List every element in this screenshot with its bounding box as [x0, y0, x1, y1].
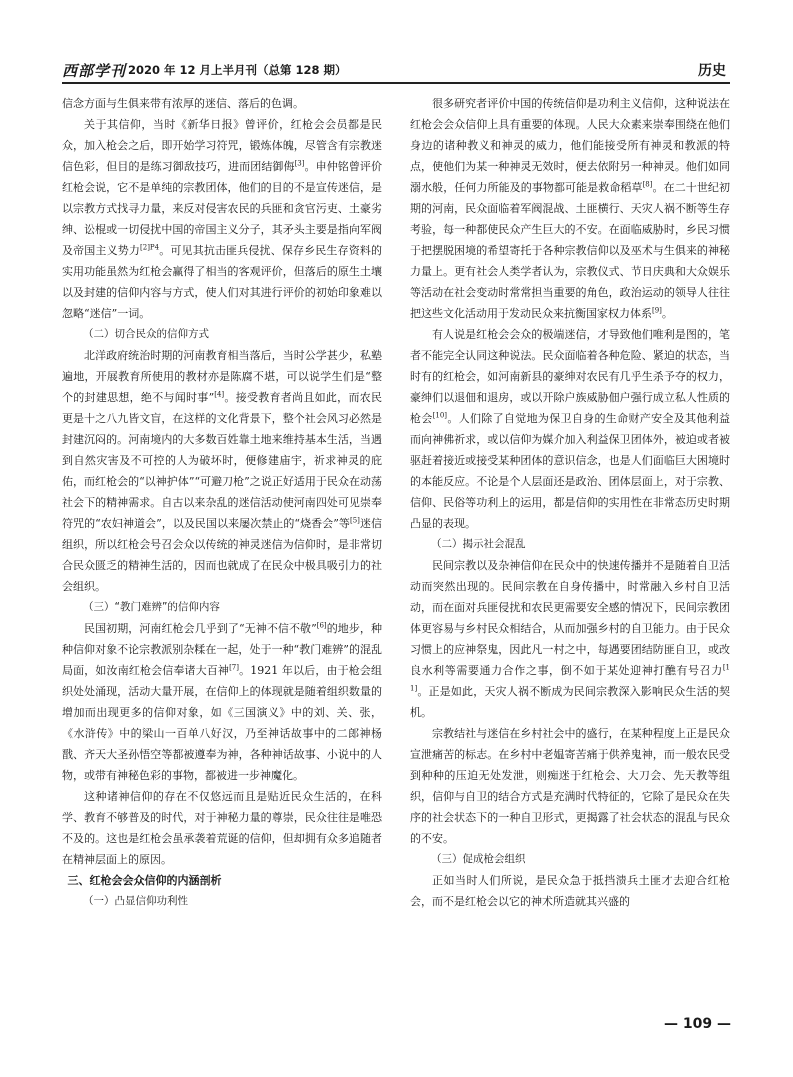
citation-marker: [11]	[410, 663, 730, 693]
text-run: 。在二十世纪初期的河南，民众面临着军阀混战、土匪横行、天灾人祸不断等生存考验，每一种都使民众产生巨大的不安。在面临威胁时，乡民习惯于把摆脱困境的希望寄托于各种宗教信仰以及巫术与生俱来的神秘力量上。更有社会人类学者认为，宗教仪式、节日庆典和大众娱乐等活动在社会变动时常常担当重要的角色，政治运动的领导人往往把这些文化活动用于发动民众来抗衡国家权力体系	[410, 181, 730, 320]
text-run: 。	[661, 307, 673, 320]
text-run: 有人说是红枪会会众的极端迷信，才导致他们唯利是图的，笔者不能完全认同这种说法。民众面临着各种危险、紧迫的状态，当时有的红枪会，如河南新县的豪绅对农民有几乎生杀予夺的权力，豪绅们以退佃和退房，或以开除户族威胁佃户强行成立私人性质的枪会	[410, 328, 730, 425]
citation-marker: [7]	[229, 663, 239, 672]
paragraph	[410, 93, 730, 324]
citation-marker: [3]	[294, 159, 305, 168]
text-run: （二）切合民众的信仰方式	[83, 328, 209, 340]
paragraph	[410, 324, 730, 534]
paragraph	[62, 93, 382, 114]
text-run: 。1921 年以后，由于枪会组织处处涌现，活动大量开展，在信仰上的体现就是随着组织数量的增加而出现更多的信仰对象，如《三国演义》中的刘、关、张，《水浒传》中的梁山一百单八好汉，乃至神话故事中的二郎神杨戬、齐天大圣孙悟空等都被遵奉为神，各种神话故事、小说中的人物，或带有神秘色彩的事物，都被进一步神魔化。	[62, 664, 382, 782]
text-run: 。可见其抗击匪兵侵扰、保存乡民生存资料的实用功能虽然为红枪会赢得了相当的客观评价，但落后的原生土壤以及封建的信仰内容与方式，使人们对其进行评价的初始印象难以忽略“迷信”一词。	[62, 244, 382, 320]
text-run: 正如当时人们所说，是民众急于抵挡溃兵土匪才去迎合红枪会，而不是红枪会以它的神术所造就其兴盛的	[410, 874, 730, 908]
text-run: 这种诸神信仰的存在不仅悠远而且是贴近民众生活的，在科学、教育不够普及的时代，对于神秘力量的尊崇，民众往往是唯恐不及的。这也是红枪会虽承袭着荒诞的信仰，但却拥有众多追随者在精神层面上的原因。	[62, 790, 382, 866]
subsection-heading	[62, 891, 382, 912]
paragraph	[62, 114, 382, 324]
citation-marker: [10]	[432, 411, 448, 420]
text-run: 三、红枪会会众信仰的内涵剖析	[67, 874, 222, 887]
left-column	[62, 93, 382, 998]
page-number: — 109 —	[664, 1016, 731, 1032]
text-run: 民间宗教以及杂神信仰在民众中的快速传播并不是随着自卫活动而突然出现的。民间宗教在自身传播中，时常融入乡村自卫活动，而在面对兵匪侵扰和农民更需要安全感的情况下，民间宗教团体更容易与乡村民众相结合，从而加强乡村的自卫能力。由于民众习惯上的应神祭鬼，因此凡一村之中，每遇要团结防匪自卫，或改良水利等需要通力合作之事，倒不如于某处迎神打醮有号召力	[410, 559, 730, 677]
subsection-heading	[62, 324, 382, 345]
subsection-heading	[410, 849, 730, 870]
text-run: 北洋政府统治时期的河南教育相当落后，当时公学甚少，私塾遍地，开展教育所使用的教材亦是陈腐不堪，可以说学生们是“整个的封建思想，绝不与闻时事”	[62, 349, 382, 404]
citation-marker: [9]	[652, 306, 662, 315]
issue-info: 2020 年 12 月上半月刊（总第 128 期）	[128, 63, 347, 77]
text-run: 。人们除了自觉地为保卫自身的生命财产安全及其他利益而向神佛祈求，或以信仰为媒介加入利益保卫团体外，被迫或者被驱赶着接近或接受某种团体的意识信念，也是人们面临巨大困境时的本能反应。不论是个人层面还是政治、团体层面上，对于宗教、信仰、民俗等功利上的运用，都是信仰的实用性在非常态历史时期凸显的表现。	[410, 412, 730, 530]
paragraph	[410, 723, 730, 849]
text-run: 很多研究者评价中国的传统信仰是功利主义信仰，这种说法在红枪会会众信仰上具有重要的体现。人民大众素来崇奉围绕在他们身边的诸种教义和神灵的威力，他们能接受所有神灵和教派的特点，使他们为某一种神灵无效时，便去依附另一种神灵。他们如同溺水般，任何力所能及的事物都可能是救命稻草	[410, 97, 730, 194]
text-run: （三）促成枪会组织	[431, 853, 526, 865]
subsection-heading	[62, 597, 382, 618]
text-run: （二）揭示社会混乱	[431, 538, 526, 550]
text-run: 信念方面与生俱来带有浓厚的迷信、落后的色调。	[62, 97, 304, 110]
text-run: 关于其信仰，当时《新华日报》曾评价，红枪会会员都是民众，加入枪会之后，即开始学习符咒，锻炼体魄，尽管含有宗教迷信色彩，但目的是练习御敌技巧，进而团结御侮	[62, 118, 382, 173]
paragraph	[62, 345, 382, 597]
text-run: 。申仲铭曾评价红枪会说，它不是单纯的宗教团体，他们的目的不是宣传迷信，是以宗教方式找寻力量，来反对侵害农民的兵匪和贪官污吏、土豪劣绅、讼棍或一切侵扰中国的帝国主义分子，其矛头主要是指向军阀及帝国主义势力	[62, 160, 382, 257]
citation-marker: [4]	[214, 390, 225, 399]
text-run: （三）“教门难辨”的信仰内容	[83, 601, 220, 613]
right-column	[410, 93, 730, 998]
citation-marker: [6]	[316, 621, 327, 630]
subsection-heading	[410, 534, 730, 555]
journal-masthead: 西部学刊	[62, 62, 127, 80]
text-run: 宗教结社与迷信在乡村社会中的盛行，在某种程度上正是民众宣泄痛苦的标志。在乡村中老媪寄苦痛于供养鬼神，而一般农民受到种种的压迫无处发泄，则痴迷于红枪会、大刀会、先天教等组织，信仰与自卫的结合方式是充满时代特征的，它除了是民众在失序的社会状态下的一种自卫形式，更揭露了社会状态的混乱与民众的不安。	[410, 727, 730, 845]
section-label: 历史	[698, 63, 726, 79]
paragraph	[62, 786, 382, 870]
text-run: 的地步，种种信仰对象不论宗教派别杂糅在一起，处于一种“教门难辨”的混乱局面，如汝南红枪会信奉诸大百神	[62, 622, 382, 677]
paragraph	[410, 555, 730, 723]
citation-marker: [8]	[642, 180, 653, 189]
citation-marker: [2]P4	[140, 243, 160, 252]
paragraph	[62, 618, 382, 786]
text-run: （一）凸显信仰功利性	[83, 895, 188, 907]
section-heading	[62, 870, 382, 891]
paragraph	[410, 870, 730, 912]
text-run: 。接受教育者尚且如此，而农民更是十之八九皆文盲，在这样的文化背景下，整个社会风习必然是封建沉闷的。河南境内的大多数百姓靠土地来维持基本生活，当遇到自然灾害及不可控的人为破坏时，便修建庙宇，祈求神灵的庇佑，而红枪会的“以神护体”“可避刀枪”之说正好适用于民众在动荡社会下的精神需求。自古以来杂乱的迷信活动使河南四处可见崇奉符咒的“农妇神道会”，以及民国以来屡次禁止的“烧香会”等	[62, 391, 382, 530]
text-run: 迷信组织，所以红枪会号召会众以传统的神灵迷信为信仰时，是非常切合民众匮乏的精神生活的，因而也就成了在民众中极具吸引力的社会组织。	[62, 517, 382, 593]
text-run: 民国初期，河南红枪会几乎到了“无神不信不敬”	[84, 622, 317, 635]
running-header	[62, 58, 730, 84]
text-run: 。正是如此，天灾人祸不断成为民间宗教深入影响民众生活的契机。	[410, 685, 730, 719]
citation-marker: [5]	[349, 516, 360, 525]
